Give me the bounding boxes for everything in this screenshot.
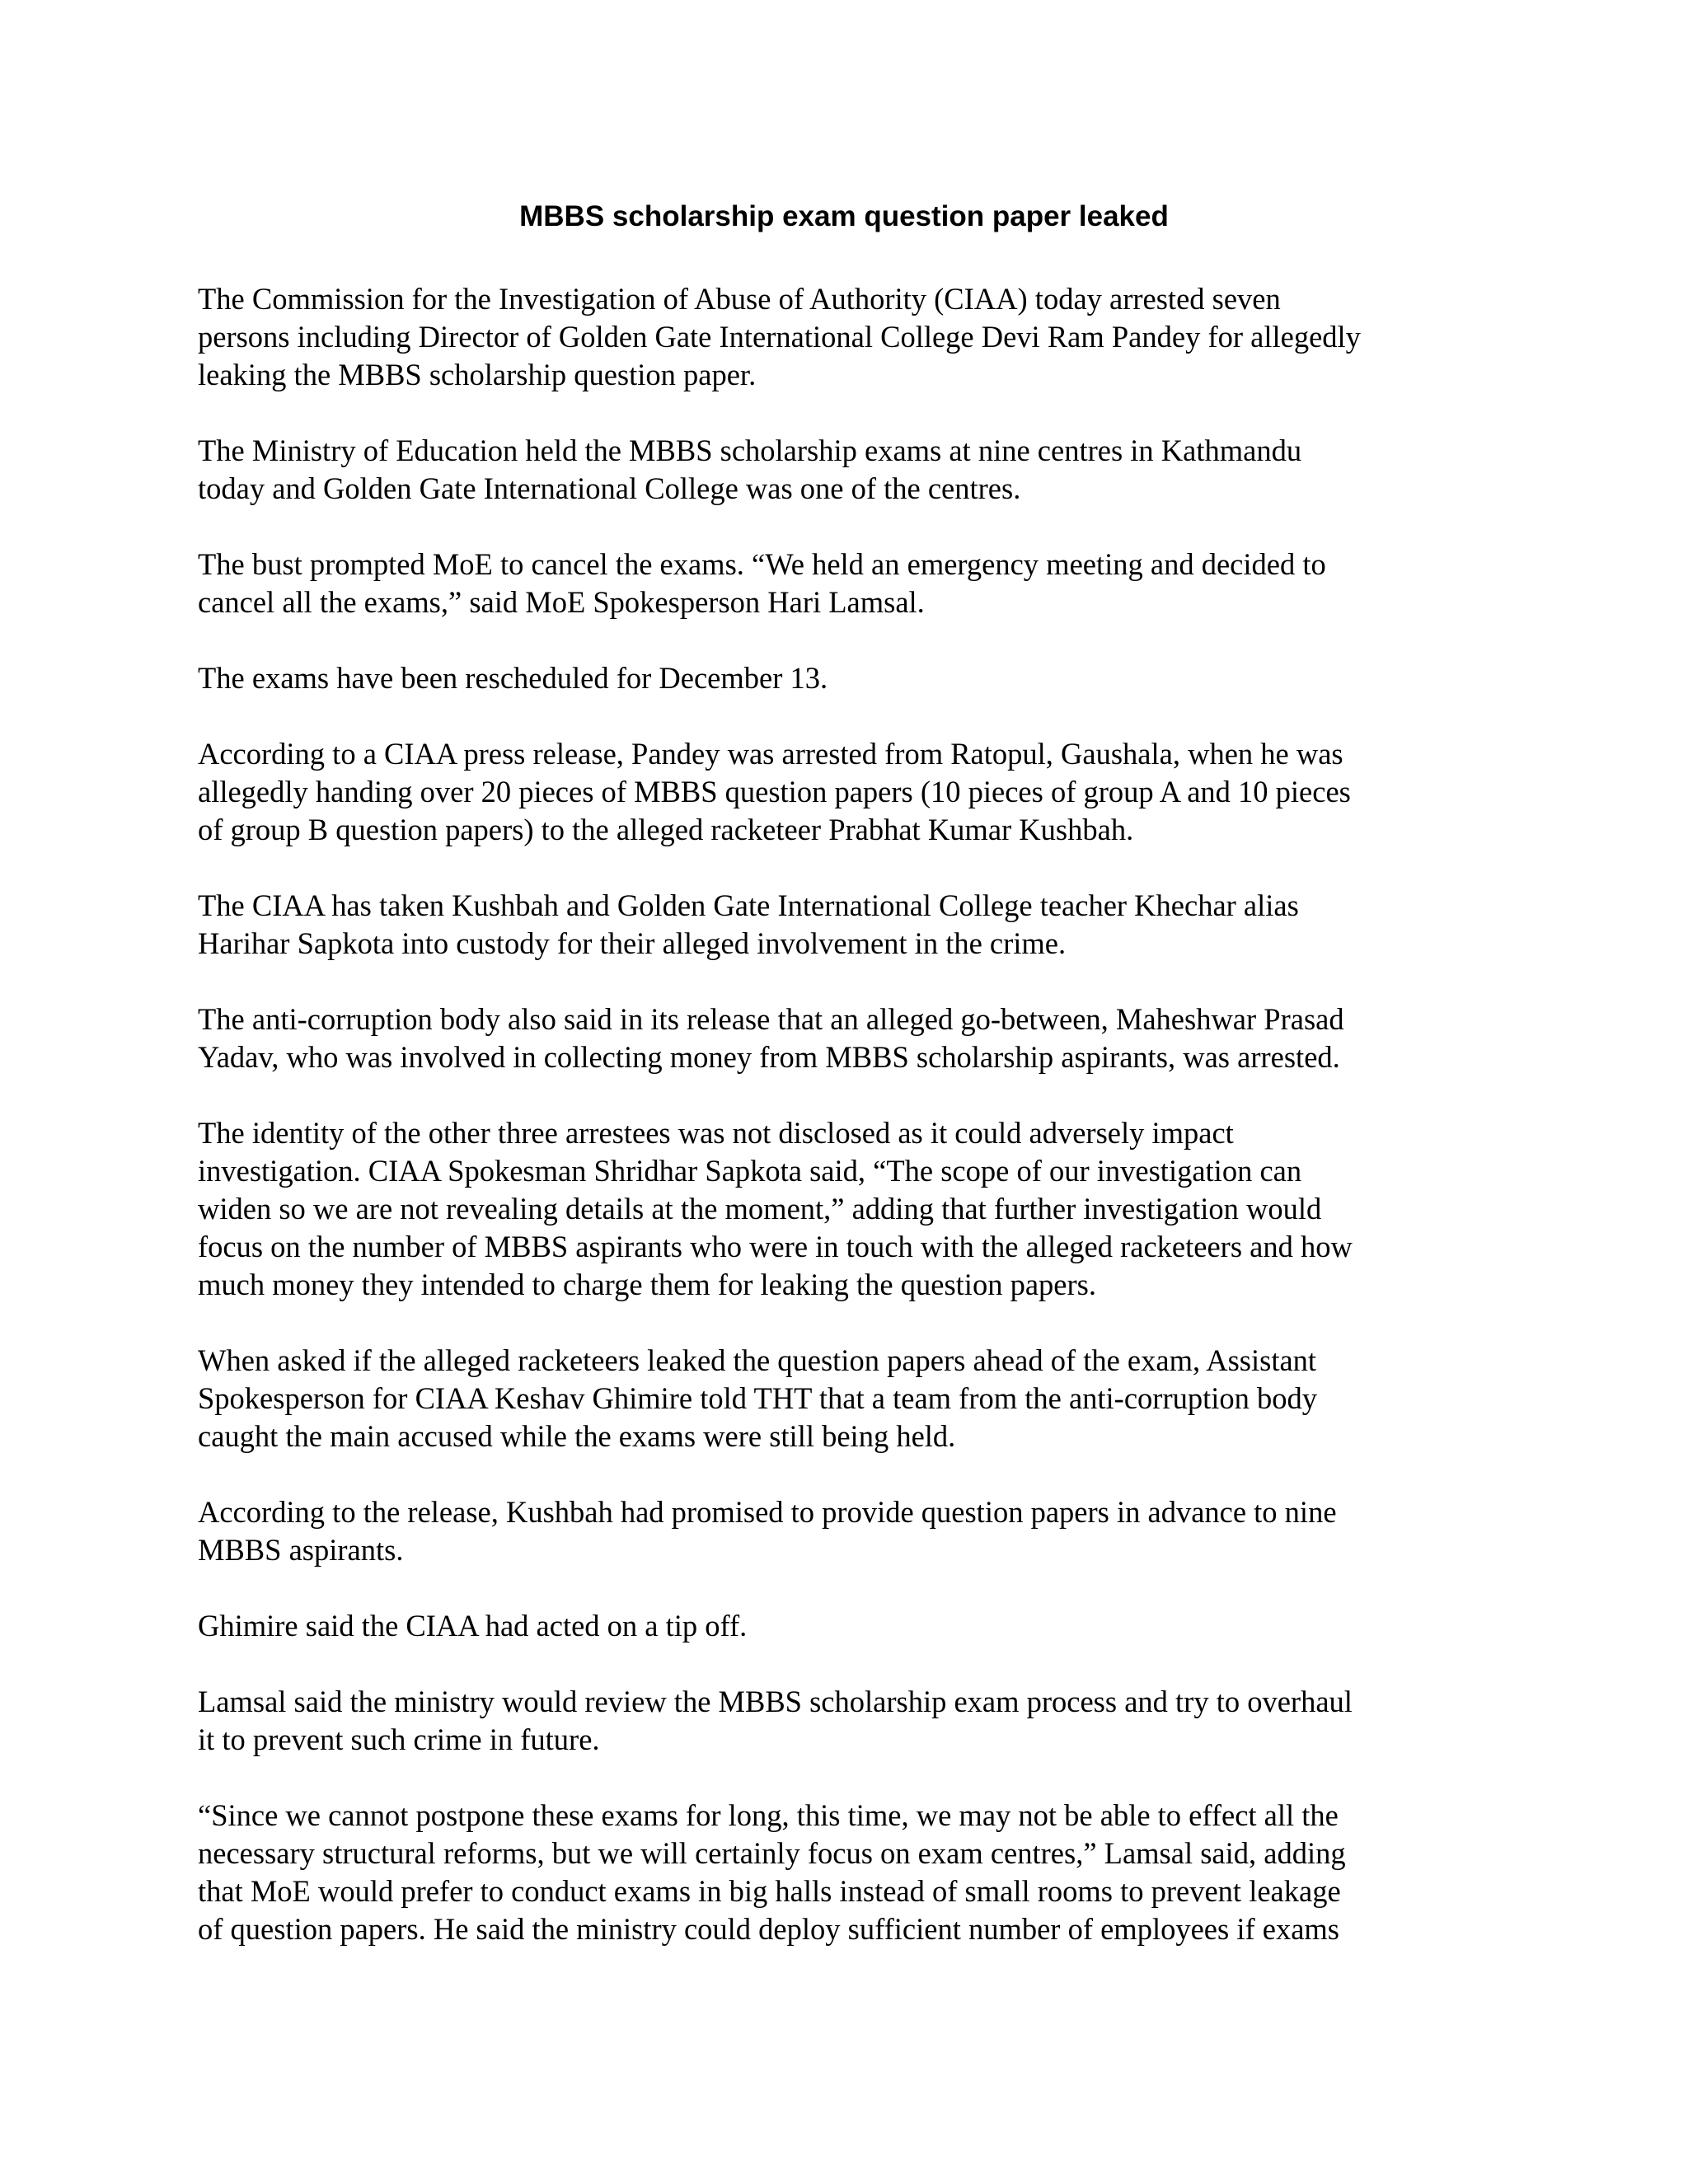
- paragraph-line: of question papers. He said the ministry could deploy sufficient number of employees if exams: [198, 1912, 1339, 1946]
- paragraph-line: allegedly handing over 20 pieces of MBBS question papers (10 pieces of group A and 10 pieces: [198, 775, 1351, 808]
- paragraph-line: today and Golden Gate International College was one of the centres.: [198, 471, 1021, 505]
- paragraph-line: investigation. CIAA Spokesman Shridhar Sapkota said, “The scope of our investigation can: [198, 1154, 1302, 1188]
- paragraph: [198, 1001, 1484, 1076]
- paragraph: [198, 887, 1484, 963]
- paragraph: [198, 735, 1484, 849]
- paragraph: [198, 1114, 1484, 1304]
- paragraph-line: persons including Director of Golden Gate International College Devi Ram Pandey for allegedly: [198, 320, 1361, 354]
- paragraph-line: of group B question papers) to the alleged racketeer Prabhat Kumar Kushbah.: [198, 813, 1134, 846]
- paragraph: [198, 1493, 1484, 1569]
- paragraph-line: The Ministry of Education held the MBBS scholarship exams at nine centres in Kathmandu: [198, 434, 1302, 467]
- paragraph: [198, 1683, 1484, 1759]
- paragraph-line: According to a CIAA press release, Pandey was arrested from Ratopul, Gaushala, when he was: [198, 737, 1343, 771]
- article-body: [198, 280, 1484, 1986]
- paragraph-line: Spokesperson for CIAA Keshav Ghimire told THT that a team from the anti-corruption body: [198, 1381, 1318, 1415]
- paragraph: [198, 432, 1484, 508]
- paragraph-line: The exams have been rescheduled for December 13.: [198, 661, 828, 695]
- paragraph-line: “Since we cannot postpone these exams for long, this time, we may not be able to effect all the: [198, 1798, 1339, 1832]
- paragraph-line: widen so we are not revealing details at the moment,” adding that further investigation would: [198, 1192, 1322, 1226]
- paragraph-line: The Commission for the Investigation of Abuse of Authority (CIAA) today arrested seven: [198, 282, 1281, 316]
- paragraph-line: The bust prompted MoE to cancel the exams. “We held an emergency meeting and decided to: [198, 547, 1326, 581]
- paragraph: [198, 1797, 1484, 1948]
- paragraph-line: necessary structural reforms, but we will certainly focus on exam centres,” Lamsal said, adding: [198, 1836, 1346, 1870]
- paragraph-line: leaking the MBBS scholarship question paper.: [198, 358, 757, 391]
- paragraph: [198, 546, 1484, 621]
- paragraph-line: focus on the number of MBBS aspirants who were in touch with the alleged racketeers and how: [198, 1230, 1353, 1263]
- paragraph-line: Yadav, who was involved in collecting money from MBBS scholarship aspirants, was arrested.: [198, 1040, 1340, 1074]
- article-title: MBBS scholarship exam question paper leaked: [519, 200, 1169, 232]
- paragraph-line: According to the release, Kushbah had promised to provide question papers in advance to nine: [198, 1495, 1337, 1529]
- paragraph-line: Harihar Sapkota into custody for their alleged involvement in the crime.: [198, 926, 1067, 960]
- paragraph-line: caught the main accused while the exams were still being held.: [198, 1419, 956, 1453]
- paragraph-line: cancel all the exams,” said MoE Spokesperson Hari Lamsal.: [198, 585, 925, 619]
- paragraph: [198, 659, 1484, 697]
- paragraph: [198, 1342, 1484, 1455]
- paragraph-line: Ghimire said the CIAA had acted on a tip off.: [198, 1609, 748, 1643]
- paragraph-line: When asked if the alleged racketeers leaked the question papers ahead of the exam, Assistant: [198, 1343, 1317, 1377]
- paragraph-line: it to prevent such crime in future.: [198, 1722, 600, 1756]
- paragraph-line: The identity of the other three arrestees was not disclosed as it could adversely impact: [198, 1116, 1234, 1150]
- paragraph-line: that MoE would prefer to conduct exams in big halls instead of small rooms to prevent leakage: [198, 1874, 1341, 1908]
- paragraph-line: much money they intended to charge them for leaking the question papers.: [198, 1268, 1096, 1301]
- paragraph-line: The CIAA has taken Kushbah and Golden Gate International College teacher Khechar alias: [198, 888, 1299, 922]
- paragraph-line: Lamsal said the ministry would review the MBBS scholarship exam process and try to overhaul: [198, 1685, 1353, 1718]
- paragraph-line: MBBS aspirants.: [198, 1533, 404, 1567]
- paragraph-line: The anti-corruption body also said in its release that an alleged go-between, Maheshwar Prasad: [198, 1002, 1344, 1036]
- paragraph: [198, 1607, 1484, 1645]
- paragraph: [198, 280, 1484, 394]
